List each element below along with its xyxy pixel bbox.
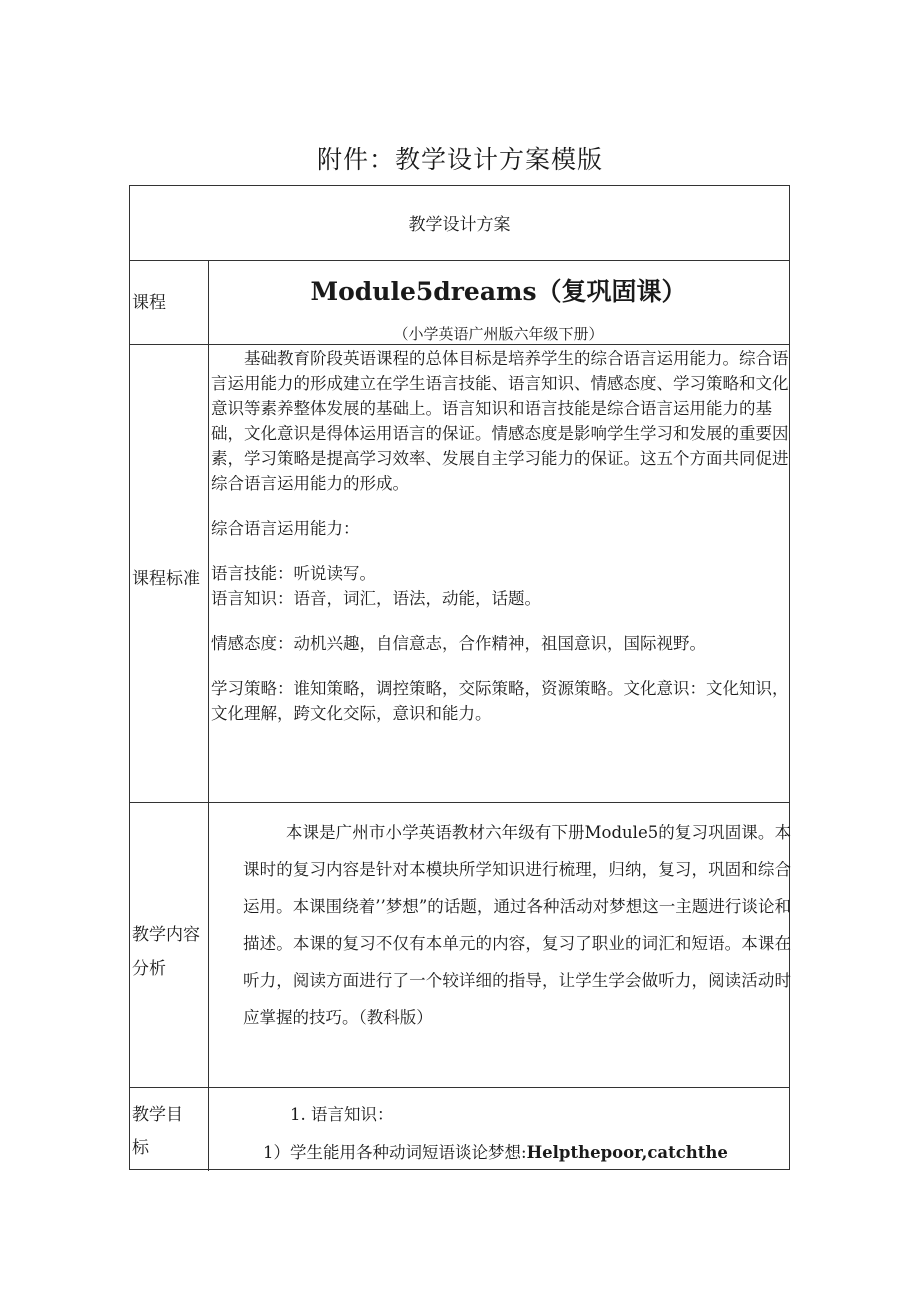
- attitude-line: 情感态度：动机兴趣，自信意志，合作精神，祖国意识，国际视野。: [211, 634, 706, 653]
- standard-content: [211, 346, 791, 726]
- column-divider: [208, 260, 209, 1171]
- row-divider: [130, 260, 789, 261]
- goal-item-1: 1. 语言知识：: [290, 1105, 394, 1124]
- analysis-label: 教学内容分析: [132, 925, 200, 979]
- analysis-text: 本课是广州市小学英语教材六年级有下册Module5的复习巩固课。本课时的复习内容是针对本模块所学知识进行梳理，归纳，复习，巩固和综合运用。本课围绕着’’梦想”的话题，通过各种活动对梦想这一主题进行谈论和描述。本课的复习不仅有本单元的内容，复习了职业的词汇和短语。本课在听力，阅读方面进行了一个较详细的指导，让学生学会做听力，阅读活动时应掌握的技巧。（教科版）: [243, 823, 791, 1027]
- row-divider: [130, 1087, 789, 1088]
- goal-item-2-phrase: Helpthepoor,catchthe: [526, 1143, 728, 1162]
- row-divider: [130, 802, 789, 803]
- lesson-plan-table: [129, 185, 790, 1170]
- skills-line: 语言技能：听说读写。: [211, 564, 376, 583]
- course-label: 课程: [132, 293, 166, 313]
- course-title: Module5dreams（复巩固课）: [310, 277, 687, 306]
- ability-heading: 综合语言运用能力：: [211, 519, 360, 538]
- standard-label: 课程标准: [132, 569, 200, 589]
- knowledge-line: 语言知识：语音，词汇，语法，动能，话题。: [211, 589, 541, 608]
- table-header: 教学设计方案: [408, 215, 511, 235]
- row-divider: [130, 344, 789, 345]
- goal-item-2-text: 1）学生能用各种动词短语谈论梦想:: [263, 1143, 527, 1162]
- standard-paragraph: 基础教育阶段英语课程的总体目标是培养学生的综合语言运用能力。综合语言运用能力的形成建立在学生语言技能、语言知识、情感态度、学习策略和文化意识等素养整体发展的基础上。语言知识和语言技能是综合语言运用能力的基础，文化意识是得体运用语言的保证。情感态度是影响学生学习和发展的重要因素，学习策略是提高学习效率、发展自主学习能力的保证。这五个方面共同促进综合语言运用能力的形成。: [211, 349, 789, 493]
- strategy-line: 学习策略：谁知策略，调控策略，交际策略，资源策略。文化意识：文化知识，文化理解，跨文化交际，意识和能力。: [211, 679, 789, 723]
- goal-item-2: [263, 1139, 728, 1163]
- page-title: 附件：教学设计方案模版: [316, 145, 603, 174]
- analysis-content: [243, 814, 791, 1036]
- course-subtitle: （小学英语广州版六年级下册）: [393, 325, 604, 343]
- goals-label: 教学目标: [132, 1105, 183, 1158]
